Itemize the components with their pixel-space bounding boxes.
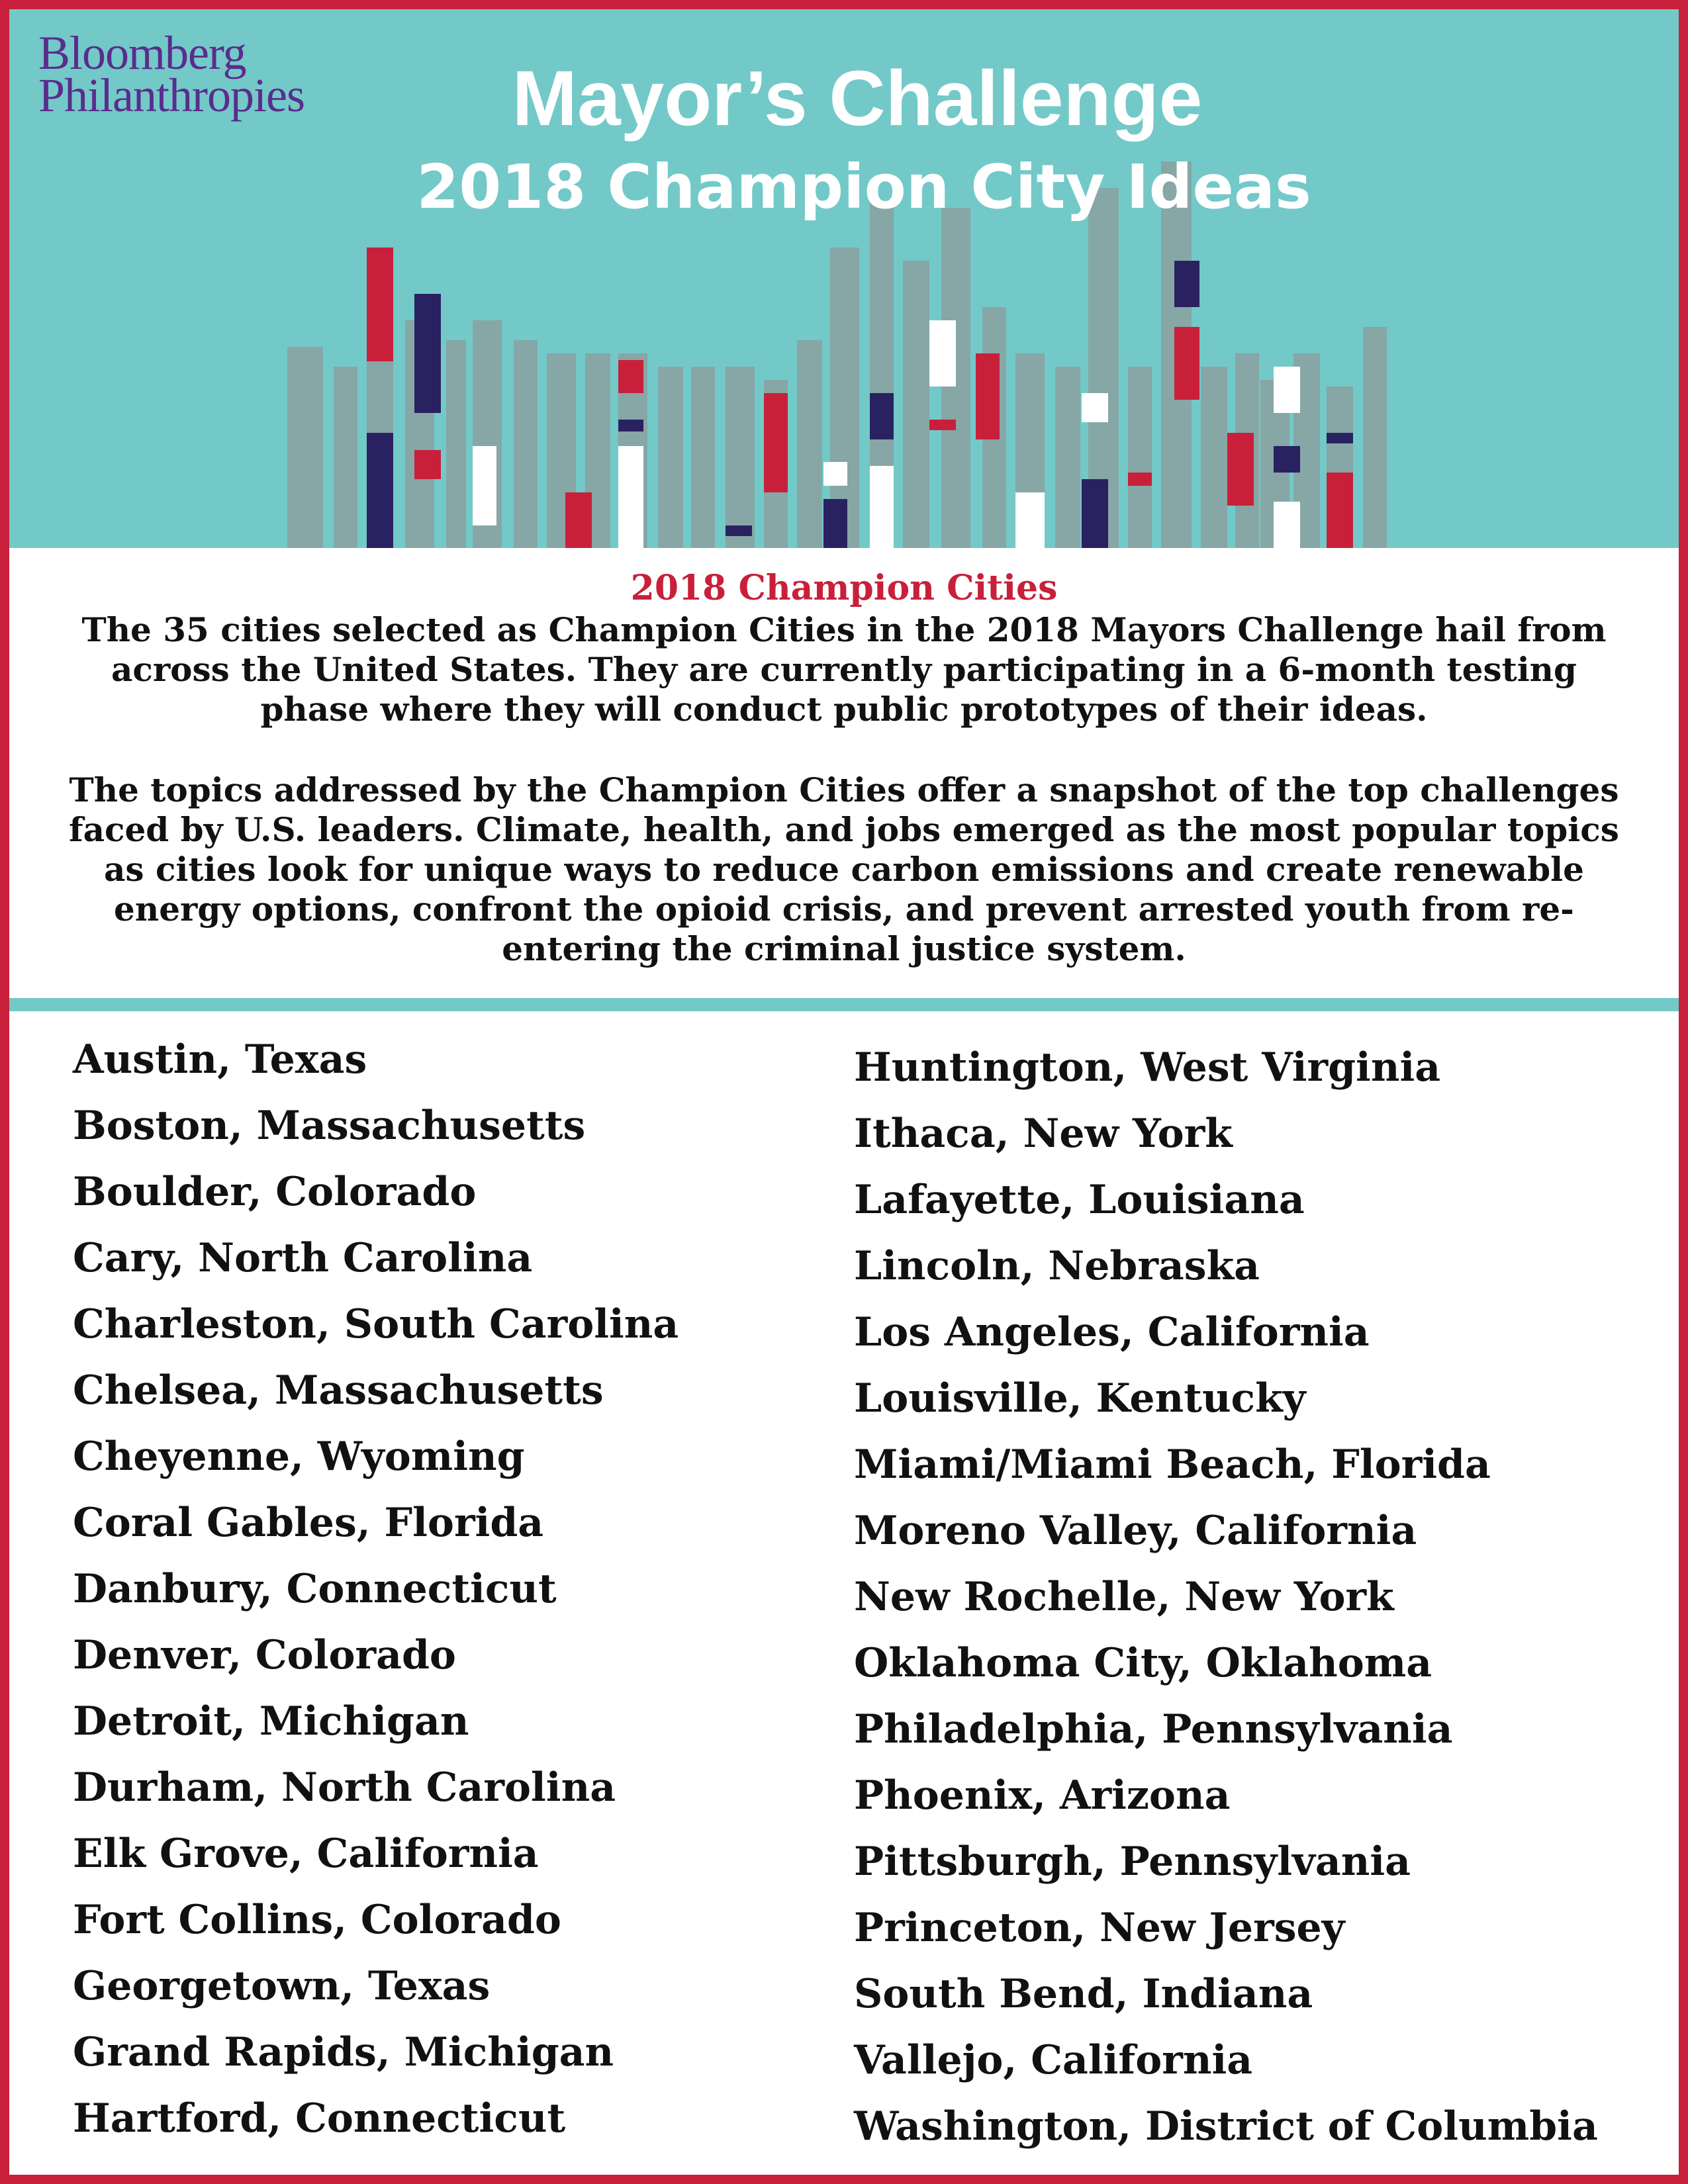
city-item: Cheyenne, Wyoming [73, 1433, 525, 1480]
city-item: Lafayette, Louisiana [854, 1177, 1305, 1223]
section-divider [9, 998, 1679, 1011]
city-list-left [73, 1026, 679, 2152]
city-item: Oklahoma City, Oklahoma [854, 1640, 1432, 1686]
city-item: Charleston, South Carolina [73, 1301, 679, 1347]
city-item: Ithaca, New York [854, 1111, 1233, 1157]
page-title: Mayor’s Challenge [512, 55, 1203, 142]
city-item: South Bend, Indiana [854, 1971, 1313, 2017]
logo-line-2: Philanthropies [38, 69, 305, 122]
city-item: Phoenix, Arizona [854, 1772, 1231, 1819]
city-item: Lincoln, Nebraska [854, 1243, 1260, 1289]
city-item: Danbury, Connecticut [73, 1566, 557, 1612]
page-subtitle: 2018 Champion City Ideas [416, 152, 1311, 222]
city-item: Hartford, Connecticut [73, 2095, 566, 2142]
city-item: Princeton, New Jersey [854, 1905, 1345, 1951]
city-item: Detroit, Michigan [73, 1698, 469, 1745]
city-item: Boulder, Colorado [73, 1169, 477, 1215]
intro-paragraph-2: The topics addressed by the Champion Cities offer a snapshot of the top challenges faced by U.S. leaders. Climate, health, and jobs emerged as the most popular topics as cities look for unique ways to reduce carbon emissions and create renewable energy options, confront the opioid crisis, and prevent arrested youth from re-entering the criminal justice system. [69, 770, 1619, 968]
city-item: Washington, District of Columbia [854, 2103, 1598, 2150]
city-item: Pittsburgh, Pennsylvania [854, 1839, 1411, 1885]
city-item: Grand Rapids, Michigan [73, 2029, 614, 2075]
city-item: Louisville, Kentucky [854, 1375, 1306, 1422]
city-item: Elk Grove, California [73, 1831, 539, 1877]
city-item: Moreno Valley, California [854, 1508, 1417, 1554]
city-item: Denver, Colorado [73, 1632, 456, 1678]
intro-heading: 2018 Champion Cities [630, 568, 1058, 608]
city-item: Los Angeles, California [854, 1309, 1370, 1355]
intro-paragraph-1: The 35 cities selected as Champion Cities in the 2018 Mayors Challenge hail from across the United States. They are currently participating in a 6-month testing phase where they will conduct public prototypes of their ideas. [81, 610, 1607, 729]
city-item: Chelsea, Massachusetts [73, 1367, 604, 1414]
header-banner [9, 9, 1679, 548]
city-item: Philadelphia, Pennsylvania [854, 1706, 1453, 1752]
city-item: Vallejo, California [854, 2037, 1253, 2083]
city-item: Georgetown, Texas [73, 1963, 491, 2009]
city-item: Cary, North Carolina [73, 1235, 533, 1281]
logo-line-1: Bloomberg [38, 26, 246, 79]
city-item: Huntington, West Virginia [854, 1044, 1441, 1091]
city-item: Boston, Massachusetts [73, 1103, 586, 1149]
city-item: Fort Collins, Colorado [73, 1897, 561, 1943]
city-item: Austin, Texas [73, 1036, 367, 1083]
city-item: Durham, North Carolina [73, 1764, 616, 1811]
city-list-right [854, 1034, 1598, 2160]
intro-section [53, 568, 1635, 969]
city-item: Miami/Miami Beach, Florida [854, 1441, 1491, 1488]
city-item: New Rochelle, New York [854, 1574, 1394, 1620]
city-item: Coral Gables, Florida [73, 1500, 544, 1546]
